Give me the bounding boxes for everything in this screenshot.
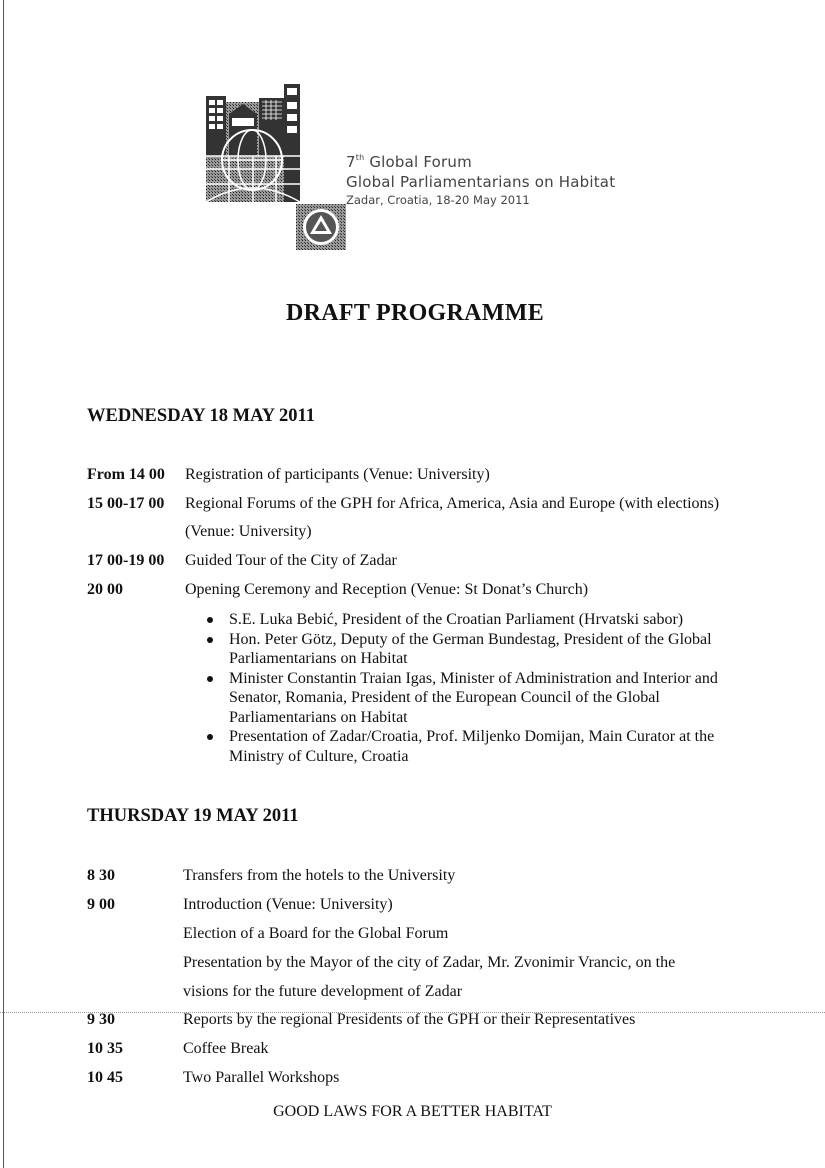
schedule-description: visions for the future development of Zadar: [183, 983, 463, 1000]
schedule-time: 9 30: [87, 1011, 115, 1028]
day-heading-thursday: THURSDAY 19 MAY 2011: [87, 806, 299, 826]
schedule-description: Transfers from the hotels to the University: [183, 867, 456, 884]
schedule-description: Reports by the regional Presidents of the GPH or their Representatives: [183, 1011, 636, 1028]
day-heading-wednesday: WEDNESDAY 18 MAY 2011: [87, 406, 316, 426]
schedule-description: Presentation by the Mayor of the city of Zadar, Mr. Zvonimir Vrancic, on the: [183, 954, 676, 971]
schedule-description: Guided Tour of the City of Zadar: [185, 552, 397, 569]
speaker-list-item: Presentation of Zadar/Croatia, Prof. Miljenko Domijan, Main Curator at the Ministry of Culture, Croatia: [205, 727, 765, 766]
schedule-time: 20 00: [87, 581, 123, 598]
schedule-time: 8 30: [87, 867, 115, 884]
organization-name: Global Parliamentarians on Habitat: [346, 173, 616, 191]
edition-number: 7: [346, 153, 356, 171]
schedule-time: 10 35: [87, 1040, 123, 1057]
schedule-time: 9 00: [87, 896, 115, 913]
edition-suffix: th: [355, 153, 365, 162]
forum-edition-line: [346, 148, 615, 172]
schedule-description: Two Parallel Workshops: [183, 1069, 340, 1086]
speaker-list-item: Hon. Peter Götz, Deputy of the German Bundestag, President of the Global Parliamentarians on Habitat: [205, 630, 765, 669]
schedule-time: 10 45: [87, 1069, 123, 1086]
event-header: [346, 148, 615, 208]
page-scan-edge: [3, 0, 4, 1168]
footer-slogan: GOOD LAWS FOR A BETTER HABITAT: [273, 1103, 552, 1120]
location-dates: Zadar, Croatia, 18-20 May 2011: [346, 193, 530, 207]
schedule-description: Regional Forums of the GPH for Africa, America, Asia and Europe (with elections): [185, 495, 720, 512]
speaker-list-item: Minister Constantin Traian Igas, Minister of Administration and Interior and Senator, Romania, President of the European Council of the Global Parliamentarians on Habitat: [205, 669, 765, 728]
schedule-description: Coffee Break: [183, 1040, 269, 1057]
schedule-description: Opening Ceremony and Reception (Venue: St Donat’s Church): [185, 581, 589, 598]
schedule-description: Election of a Board for the Global Forum: [183, 925, 449, 942]
schedule-time: 17 00-19 00: [87, 552, 165, 569]
schedule-time: From 14 00: [87, 466, 165, 483]
gph-logo: [206, 84, 351, 254]
schedule-description: Registration of participants (Venue: University): [185, 466, 490, 483]
speaker-list-item: S.E. Luka Bebić, President of the Croatian Parliament (Hrvatski sabor): [205, 610, 765, 630]
forum-label: Global Forum: [369, 153, 472, 171]
schedule-time: 15 00-17 00: [87, 495, 165, 512]
schedule-description: (Venue: University): [185, 523, 312, 540]
schedule-description: Introduction (Venue: University): [183, 896, 393, 913]
speaker-list: [205, 610, 765, 766]
page-title: DRAFT PROGRAMME: [285, 300, 545, 326]
